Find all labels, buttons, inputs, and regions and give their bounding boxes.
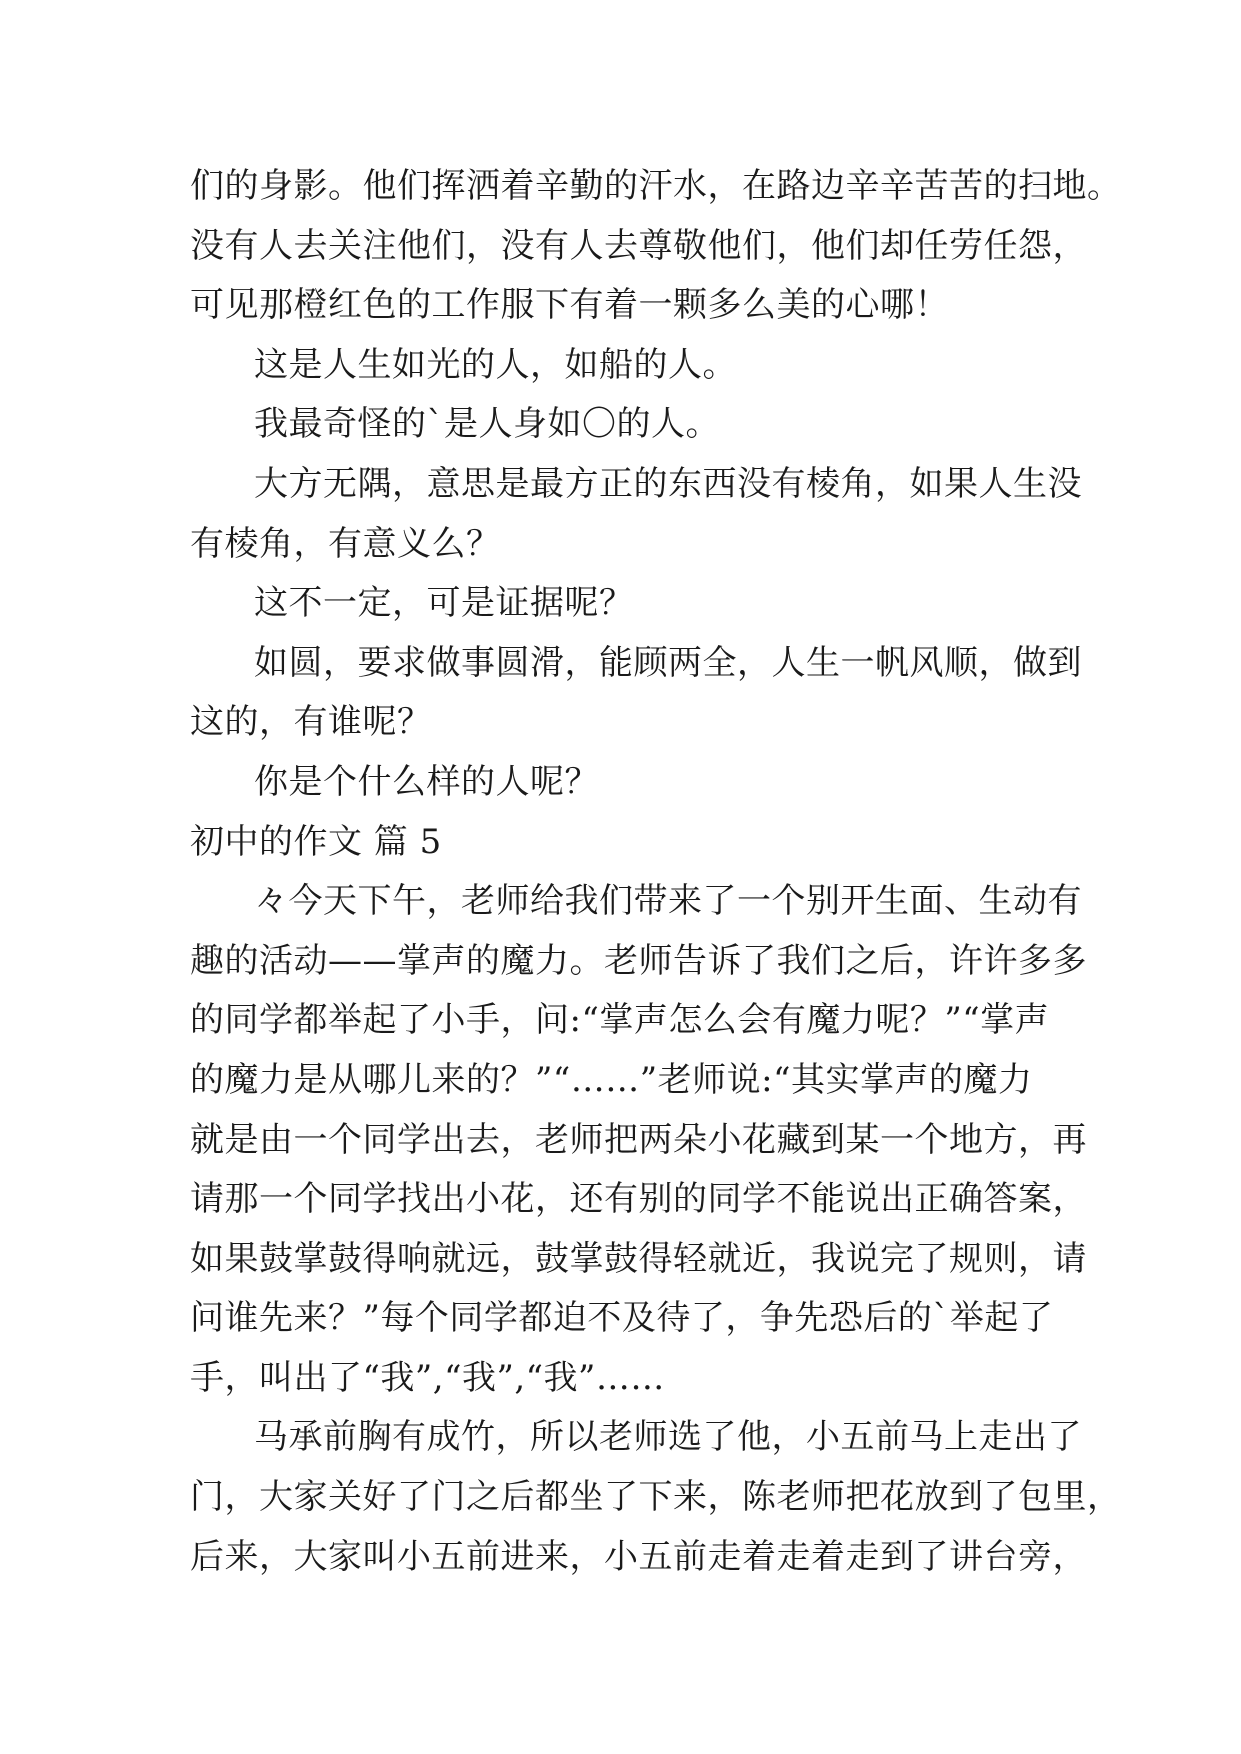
paragraph-start-line: 我最奇怪的`是人身如〇的人。	[254, 404, 720, 445]
text-line: 这的，有谁呢？	[190, 702, 432, 743]
paragraph-start-line: 大方无隅，意思是最方正的东西没有棱角，如果人生没	[254, 463, 1082, 504]
text-line: 可见那橙红色的工作服下有着一颗多么美的心哪！	[190, 285, 949, 326]
document-body	[190, 157, 1122, 1587]
text-line: 的同学都举起了小手，问:“掌声怎么会有魔力呢？”“掌声	[190, 1000, 1050, 1041]
paragraph-start-line: 马承前胸有成竹，所以老师选了他，小五前马上走出了	[254, 1417, 1082, 1458]
text-line: 没有人去关注他们，没有人去尊敬他们，他们却任劳任怨，	[190, 225, 1087, 266]
text-line: 趣的活动——掌声的魔力。老师告诉了我们之后，许许多多	[190, 940, 1087, 981]
text-line: 后来，大家叫小五前进来，小五前走着走着走到了讲台旁，	[190, 1536, 1087, 1577]
text-line: 有棱角，有意义么？	[190, 523, 501, 564]
text-line: 如果鼓掌鼓得响就远，鼓掌鼓得轻就近，我说完了规则，请	[190, 1238, 1087, 1279]
paragraph-start-line: 这不一定，可是证据呢？	[254, 583, 634, 624]
text-line: 们的身影。他们挥洒着辛勤的汗水，在路边辛辛苦苦的扫地。	[190, 166, 1122, 206]
paragraph-start-line: 々今天下午，老师给我们带来了一个别开生面、生动有	[254, 881, 1082, 922]
text-line: 门，大家关好了门之后都坐了下来，陈老师把花放到了包里，	[190, 1477, 1122, 1518]
paragraph-start-line: 你是个什么样的人呢？	[254, 761, 599, 802]
paragraph-start-line: 如圆，要求做事圆滑，能顾两全，人生一帆风顺，做到	[254, 642, 1082, 683]
section-heading: 初中的作文 篇 5	[190, 821, 442, 862]
paragraph-start-line: 这是人生如光的人，如船的人。	[254, 344, 737, 385]
text-line: 的魔力是从哪儿来的？”“……”老师说:“其实掌声的魔力	[190, 1059, 1033, 1100]
text-line: 就是由一个同学出去，老师把两朵小花藏到某一个地方，再	[190, 1119, 1087, 1160]
text-line: 问谁先来？”每个同学都迫不及待了，争先恐后的`举起了	[190, 1298, 1054, 1339]
text-line: 请那一个同学找出小花，还有别的同学不能说出正确答案，	[190, 1179, 1087, 1220]
text-line: 手，叫出了“我”,“我”,“我”……	[190, 1357, 665, 1398]
